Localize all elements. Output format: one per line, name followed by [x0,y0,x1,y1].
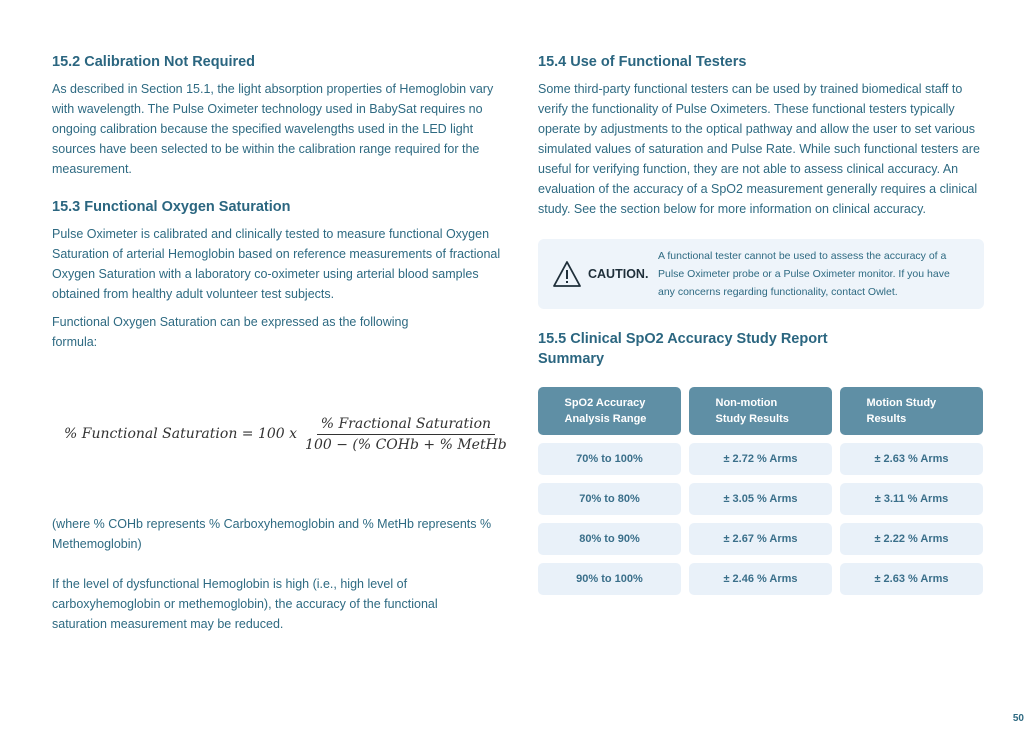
table-header-cell [538,387,681,435]
caution-text: A functional tester cannot be used to assess the accuracy of a Pulse Oximeter probe or a Pulse Oximeter monitor. If you have any concerns regarding functionality, contact Owlet. [658,250,950,298]
table-header-row [538,387,984,435]
table-header-cell [689,387,832,435]
caution-box [538,239,984,309]
formula-note: (where % COHb represents % Carboxyhemoglobin and % MetHb represents % Methemoglobin) [52,517,492,551]
caution-label: CAUTION. [588,267,649,281]
table-cell: ± 3.05 % Arms [689,483,832,515]
table-cell: 70% to 100% [538,443,681,475]
accuracy-table [538,387,984,595]
right-column [538,52,984,603]
table-header-cell [840,387,983,435]
section-15-2-body: As described in Section 15.1, the light absorption properties of Hemoglobin vary with wavelength. The Pulse Oximeter technology used in BabySat requires no ongoing calibration because the specified wavelengths used in the LED light sources have been selected to be within the calibration range required for the measurement. [52,82,494,176]
table-cell: ± 3.11 % Arms [840,483,983,515]
section-15-3-body-1: Pulse Oximeter is calibrated and clinically tested to measure functional Oxygen Saturation of arterial Hemoglobin based on reference measurements of fractional Oxygen Saturation with a laboratory co-oximeter using arterial blood samples obtained from healthy adult volunteer test subjects. [52,227,501,301]
page-number: 50 [1012,713,1024,724]
table-row [538,443,984,475]
section-15-2-title: 15.2 Calibration Not Required [52,54,256,70]
table-cell: ± 2.72 % Arms [689,443,832,475]
header-range: SpO2 Accuracy Analysis Range [564,397,647,425]
formula-numerator: % Fractional Saturation [317,416,495,435]
dysfunctional-hemoglobin-note: If the level of dysfunctional Hemoglobin is high (i.e., high level of carboxyhemoglobin or methemoglobin), the accuracy of the functional saturation measurement may be reduced. [52,577,438,631]
formula-fraction [305,416,507,453]
formula-lhs: % Functional Saturation = 100 x [64,426,298,442]
table-cell: ± 2.63 % Arms [840,443,983,475]
section-15-3-body-2: Functional Oxygen Saturation can be expressed as the following formula: [52,315,409,349]
table-row [538,563,984,595]
warning-triangle-icon [552,260,582,288]
table-cell: ± 2.67 % Arms [689,523,832,555]
section-15-4-body: Some third-party functional testers can be used by trained biomedical staff to verify the functionality of Pulse Oximeters. These functional testers typically operate by adjustments to the optical pathway and allow the user to set various simulated values of saturation and Pulse Rate. While such functional testers are useful for verifying function, they are not able to assess clinical accuracy. An evaluation of the accuracy of a SpO2 measurement generally requires a clinical study. See the section below for more information on clinical accuracy. [538,82,980,216]
section-15-5-title: 15.5 Clinical SpO2 Accuracy Study Report Summary [538,331,828,367]
header-non-motion: Non-motion Study Results [715,397,789,425]
table-cell: ± 2.22 % Arms [840,523,983,555]
table-row [538,523,984,555]
table-cell: ± 2.63 % Arms [840,563,983,595]
table-cell: 80% to 90% [538,523,681,555]
section-15-4-title: 15.4 Use of Functional Testers [538,54,747,70]
table-cell: 90% to 100% [538,563,681,595]
table-row [538,483,984,515]
formula-denominator: 100 − (% COHb + % MetHb [305,436,507,453]
table-cell: ± 2.46 % Arms [689,563,832,595]
section-15-3-title: 15.3 Functional Oxygen Saturation [52,199,291,215]
left-column [52,52,507,634]
saturation-formula [64,412,507,456]
table-cell: 70% to 80% [538,483,681,515]
header-motion: Motion Study Results [866,397,937,425]
